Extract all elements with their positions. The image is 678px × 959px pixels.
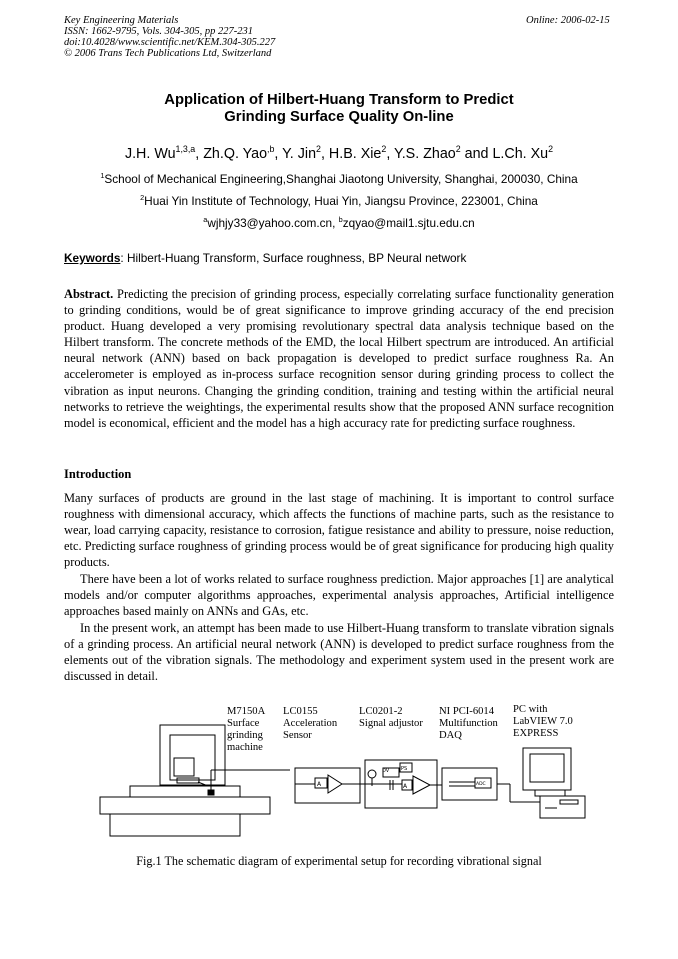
author: L.Ch. Xu$^2$ [492, 144, 554, 162]
intro-paragraph-1: Many surfaces of products are ground in the last stage of machining. It is important to control surface roughness with dimensional accuracy, which affects the functions of machine parts, such as the resistance to wear, load carrying capacity, resistance to corrosion, fatigue resistance and ability to pressure, noise reduction, etc. Predicting surface roughness of grinding process would be of great significance for producing high quality products. [64, 491, 614, 570]
keywords-text: : Hilbert-Huang Transform, Surface roughness, BP Neural network [120, 251, 467, 265]
label-pc: PC with LabVIEW 7.0 EXPRESS [513, 704, 573, 739]
label-grinding-machine: M7150A Surface grinding machine [227, 706, 266, 753]
amp-label: A [317, 781, 322, 788]
sensor-amplifier-drawing [295, 768, 360, 803]
paper-title-line1: Application of Hilbert-Huang Transform to Predict [164, 92, 514, 108]
signal-adjustor-drawing [360, 760, 437, 808]
copyright-line: © 2006 Trans Tech Publications Ltd, Switzerland [64, 48, 272, 59]
intro-paragraph-3: In the present work, an attempt has been made to use Hilbert-Huang transform to translate vibration signals of a grinding process. An artificial neural network (ANN) is developed to predict surface roughness from the elements out of the vibration signals. The methodology and experiment system used in the present work are discussed in detail. [64, 621, 614, 684]
grinding-machine-drawing [100, 725, 290, 836]
schematic-diagram [90, 690, 590, 850]
introduction-heading: Introduction [64, 467, 132, 481]
journal-name: Key Engineering Materials [64, 15, 179, 26]
pc-drawing [523, 748, 585, 818]
author: Zh.Q. Yao$^{,b}$, [203, 144, 283, 162]
dv-label: DV [382, 768, 390, 774]
abstract-paragraph [64, 286, 614, 431]
figure-caption: Fig.1 The schematic diagram of experimental setup for recording vibrational signal [136, 854, 542, 868]
amp2-label: A [403, 783, 408, 790]
label-acceleration-sensor: LC0155 Acceleration Sensor [283, 706, 338, 741]
label-daq: NI PCI-6014 Multifunction DAQ [439, 706, 498, 741]
ps-label: PS [401, 766, 408, 772]
paper-title-line2: Grinding Surface Quality On-line [224, 109, 454, 125]
author-emails: $^a$wjhjy33@yahoo.com.cn, $^b$zqyao@mail1.sjtu.edu.cn [203, 215, 475, 230]
adc-label: ADC [476, 782, 486, 787]
journal-header [64, 15, 275, 59]
daq-drawing [437, 768, 540, 802]
label-signal-adjustor: LC0201-2 Signal adjustor [359, 706, 423, 729]
doi-line: doi:10.4028/www.scientific.net/KEM.304-305.227 [64, 37, 276, 48]
abstract-text: Predicting the precision of grinding process, especially correlating surface functionality generation to grinding conditions, would be of great significance to improve grinding accuracy of the end precision product. Huang developed a very promising revolutionary spectral data analysis technique based on the Hilbert transform. The concrete methods of the EMD, the local Hilbert spectrum are introduced. An artificial neural network (ANN) based on back propagation is developed to predict surface roughness Ra. An accelerometer is employed as in-process surface recognition sensor during grinding process to collect the vibration as input neurons. Changing the grinding condition, training and testing within the artificial neural networks to retrieve the weightings, the experimental results show that the proposed ANN surface recognition model is economical, efficient and the model has a high accuracy rate for predicting surface roughness. [64, 287, 614, 430]
affiliation-1: $^1$School of Mechanical Engineering,Shanghai Jiaotong University, Shanghai, 200030, China [100, 171, 578, 186]
author: Y.S. Zhao$^2$ and [394, 144, 493, 162]
keywords-label: Keywords [64, 251, 121, 265]
author-list [64, 146, 614, 162]
author: J.H. Wu$^{1,3,a}$, [124, 144, 204, 162]
online-date: Online: 2006-02-15 [526, 15, 610, 26]
keywords-line [64, 251, 466, 265]
issn-line: ISSN: 1662-9795, Vols. 304-305, pp 227-231 [64, 26, 253, 37]
author: H.B. Xie$^2$, [328, 144, 394, 162]
intro-paragraph-2: There have been a lot of works related to surface roughness prediction. Major approaches [1] are analytical models and/or computer algorithms approaches, experimental analysis approaches, Artificial intelligence approaches based mainly on ANNs and GAs, etc. [64, 572, 614, 619]
abstract-label: Abstract. [64, 287, 114, 301]
author: Y. Jin$^2$, [282, 144, 329, 162]
affiliation-2: $^2$Huai Yin Institute of Technology, Huai Yin, Jiangsu Province, 223001, China [140, 193, 538, 208]
